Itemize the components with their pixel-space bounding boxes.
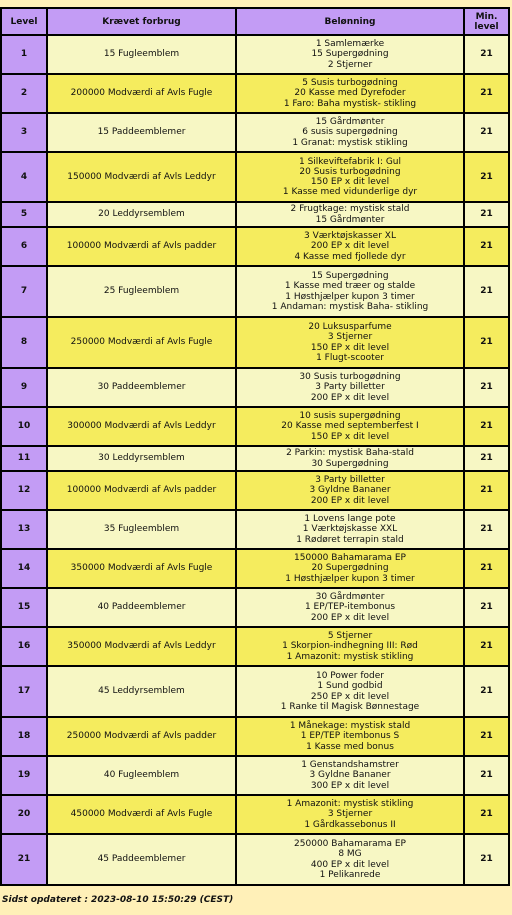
cost-cell: 20 Leddyrsemblem xyxy=(48,203,235,226)
cost-cell: 250000 Modværdi af Avls Fugle xyxy=(48,318,235,367)
table-row xyxy=(2,153,508,201)
level-cell: 9 xyxy=(2,369,46,406)
level-cell: 15 xyxy=(2,589,46,626)
reward-item: 20 Kasse med Dyrefoder xyxy=(294,88,406,99)
reward-item: 250 EP x dit level xyxy=(310,691,390,702)
level-cell: 12 xyxy=(2,472,46,509)
cost-cell: 15 Paddeemblemer xyxy=(48,114,235,151)
cost-cell: 150000 Modværdi af Avls Leddyr xyxy=(48,153,235,201)
reward-item: 1 Skorpion-indhegning III: Rød xyxy=(282,641,418,652)
reward-item: 15 Supergødning xyxy=(311,49,389,60)
cost-cell: 350000 Modværdi af Avls Leddyr xyxy=(48,628,235,665)
reward-item: 1 Kasse med bonus xyxy=(306,741,394,752)
header-reward: Belønning xyxy=(237,9,463,34)
table-row xyxy=(2,114,508,151)
min-level-cell: 21 xyxy=(465,511,508,548)
reward-cell xyxy=(237,757,463,794)
reward-item: 1 Amazonit: mystisk stikling xyxy=(286,651,414,662)
reward-item: 2 Frugtkage: mystisk stald xyxy=(290,204,410,215)
min-level-cell: 21 xyxy=(465,369,508,406)
reward-cell xyxy=(237,835,463,884)
cost-cell: 35 Fugleemblem xyxy=(48,511,235,548)
reward-item: 4 Kasse med fjollede dyr xyxy=(294,251,406,262)
reward-item: 150 EP x dit level xyxy=(310,177,390,187)
reward-item: 1 EP/TEP itembonus S xyxy=(300,731,400,742)
reward-item: 20 Kasse med septemberfest I xyxy=(281,421,419,432)
reward-item: 1 Sund godbid xyxy=(317,681,383,692)
level-cell: 1 xyxy=(2,36,46,73)
reward-item: 1 Flugt-scooter xyxy=(316,352,384,363)
reward-item: 150000 Bahamarama EP xyxy=(294,553,406,564)
reward-item: 3 Gyldne Bananer xyxy=(309,770,391,781)
reward-cell xyxy=(237,114,463,151)
table-row xyxy=(2,75,508,112)
reward-cell xyxy=(237,550,463,587)
level-cell: 8 xyxy=(2,318,46,367)
reward-cell xyxy=(237,318,463,367)
reward-item: 3 Party billetter xyxy=(315,382,385,393)
min-level-cell: 21 xyxy=(465,550,508,587)
reward-item: 250000 Bahamarama EP xyxy=(294,839,406,850)
reward-item: 1 Silkeviftefabrik I: Gul xyxy=(298,156,402,167)
table-row xyxy=(2,203,508,226)
table-row xyxy=(2,447,508,470)
reward-cell xyxy=(237,228,463,265)
table-row xyxy=(2,589,508,626)
reward-item: 5 Stjerner xyxy=(327,631,373,642)
cost-cell: 30 Paddeemblemer xyxy=(48,369,235,406)
level-cell: 21 xyxy=(2,835,46,884)
cost-cell: 200000 Modværdi af Avls Fugle xyxy=(48,75,235,112)
level-cell: 5 xyxy=(2,203,46,226)
reward-item: 3 Stjerner xyxy=(327,332,373,343)
last-updated: Sidst opdateret : 2023-08-10 15:50:29 (CEST) xyxy=(2,895,234,905)
reward-item: 20 Luksusparfume xyxy=(308,322,392,333)
min-level-cell: 21 xyxy=(465,203,508,226)
reward-item: 1 Pelikanrede xyxy=(319,869,381,880)
reward-cell xyxy=(237,267,463,316)
rewards-table xyxy=(0,7,510,886)
table-row xyxy=(2,757,508,794)
min-level-cell: 21 xyxy=(465,757,508,794)
level-cell: 2 xyxy=(2,75,46,112)
reward-item: 15 Gårdmønter xyxy=(315,214,385,225)
table-row xyxy=(2,318,508,367)
reward-cell xyxy=(237,589,463,626)
min-level-cell: 21 xyxy=(465,447,508,470)
reward-item: 1 Månekage: mystisk stald xyxy=(289,721,411,732)
reward-item: 5 Susis turbogødning xyxy=(302,78,398,89)
reward-item: 1 Genstandshamstrer xyxy=(301,760,399,771)
reward-item: 1 Ranke til Magisk Bønnestage xyxy=(280,701,420,712)
cost-cell: 100000 Modværdi af Avls padder xyxy=(48,228,235,265)
reward-cell xyxy=(237,628,463,665)
level-cell: 19 xyxy=(2,757,46,794)
reward-item: 20 Supergødning xyxy=(311,563,389,574)
min-level-cell: 21 xyxy=(465,36,508,73)
reward-cell xyxy=(237,153,463,201)
header-level: Level xyxy=(2,9,46,34)
reward-item: 3 Gyldne Bananer xyxy=(309,485,391,496)
min-level-cell: 21 xyxy=(465,228,508,265)
cost-cell: 40 Paddeemblemer xyxy=(48,589,235,626)
reward-item: 400 EP x dit level xyxy=(310,859,390,870)
cost-cell: 100000 Modværdi af Avls padder xyxy=(48,472,235,509)
reward-item: 1 Kasse med vidunderlige dyr xyxy=(282,187,418,198)
reward-item: 1 EP/TEP-itembonus xyxy=(304,602,396,613)
reward-item: 20 Susis turbogødning xyxy=(299,166,401,177)
reward-item: 300 EP x dit level xyxy=(310,780,390,791)
reward-item: 200 EP x dit level xyxy=(310,241,390,252)
reward-cell xyxy=(237,408,463,445)
min-level-cell: 21 xyxy=(465,153,508,201)
reward-item: 3 Værktøjskasser XL xyxy=(304,231,396,242)
min-level-cell: 21 xyxy=(465,408,508,445)
reward-item: 30 Gårdmønter xyxy=(315,592,385,603)
reward-item: 10 susis supergødning xyxy=(299,411,401,422)
level-cell: 14 xyxy=(2,550,46,587)
level-cell: 11 xyxy=(2,447,46,470)
cost-cell: 350000 Modværdi af Avls Fugle xyxy=(48,550,235,587)
reward-cell xyxy=(237,796,463,833)
reward-item: 6 susis supergødning xyxy=(302,127,398,138)
level-cell: 20 xyxy=(2,796,46,833)
reward-cell xyxy=(237,472,463,509)
header-row xyxy=(2,9,508,34)
reward-item: 1 Kasse med træer og stalde xyxy=(284,281,416,292)
reward-item: 1 Faro: Baha mystisk- stikling xyxy=(283,98,417,109)
table-row xyxy=(2,550,508,587)
reward-item: 1 Granat: mystisk stikling xyxy=(292,137,408,148)
reward-cell xyxy=(237,36,463,73)
header-cost: Krævet forbrug xyxy=(48,9,235,34)
min-level-cell: 21 xyxy=(465,267,508,316)
level-cell: 16 xyxy=(2,628,46,665)
cost-cell: 30 Leddyrsemblem xyxy=(48,447,235,470)
reward-cell xyxy=(237,511,463,548)
min-level-cell: 21 xyxy=(465,718,508,755)
reward-cell xyxy=(237,75,463,112)
reward-item: 15 Supergødning xyxy=(311,271,389,282)
reward-cell xyxy=(237,203,463,226)
rewards-body xyxy=(2,36,508,884)
reward-cell xyxy=(237,718,463,755)
min-level-cell: 21 xyxy=(465,318,508,367)
reward-item: 1 Værktøjskasse XXL xyxy=(302,524,398,535)
level-cell: 10 xyxy=(2,408,46,445)
reward-item: 1 Samlemærke xyxy=(315,39,385,50)
level-cell: 4 xyxy=(2,153,46,201)
table-row xyxy=(2,408,508,445)
reward-item: 1 Gårdkassebonus II xyxy=(304,819,396,830)
reward-item: 1 Rødøret terrapin stald xyxy=(296,534,404,545)
cost-cell: 45 Paddeemblemer xyxy=(48,835,235,884)
reward-item: 2 Stjerner xyxy=(327,59,373,70)
table-row xyxy=(2,835,508,884)
cost-cell: 45 Leddyrsemblem xyxy=(48,667,235,716)
reward-item: 200 EP x dit level xyxy=(310,612,390,623)
table-row xyxy=(2,228,508,265)
reward-item: 10 Power foder xyxy=(315,671,384,682)
reward-item: 1 Høsthjælper kupon 3 timer xyxy=(285,291,415,302)
min-level-cell: 21 xyxy=(465,589,508,626)
cost-cell: 450000 Modværdi af Avls Fugle xyxy=(48,796,235,833)
table-row xyxy=(2,267,508,316)
table-row xyxy=(2,796,508,833)
reward-item: 2 Parkin: mystisk Baha-stald xyxy=(286,448,414,459)
table-row xyxy=(2,369,508,406)
min-level-cell: 21 xyxy=(465,472,508,509)
min-level-cell: 21 xyxy=(465,835,508,884)
cost-cell: 40 Fugleemblem xyxy=(48,757,235,794)
reward-item: 3 Party billetter xyxy=(315,475,385,486)
reward-item: 3 Stjerner xyxy=(327,809,373,820)
table-row xyxy=(2,511,508,548)
reward-item: 8 MG xyxy=(338,849,362,860)
cost-cell: 15 Fugleemblem xyxy=(48,36,235,73)
reward-item: 15 Gårdmønter xyxy=(315,117,385,128)
cost-cell: 25 Fugleemblem xyxy=(48,267,235,316)
reward-item: 1 Lovens lange pote xyxy=(304,514,396,525)
table-row xyxy=(2,718,508,755)
level-cell: 3 xyxy=(2,114,46,151)
reward-item: 1 Høsthjælper kupon 3 timer xyxy=(285,573,415,584)
reward-item: 1 Andaman: mystisk Baha- stikling xyxy=(271,301,429,312)
level-cell: 13 xyxy=(2,511,46,548)
reward-item: 30 Susis turbogødning xyxy=(299,372,401,383)
level-cell: 17 xyxy=(2,667,46,716)
reward-item: 30 Supergødning xyxy=(311,458,389,469)
cost-cell: 250000 Modværdi af Avls padder xyxy=(48,718,235,755)
min-level-cell: 21 xyxy=(465,114,508,151)
reward-item: 150 EP x dit level xyxy=(310,342,390,353)
min-level-cell: 21 xyxy=(465,75,508,112)
reward-cell xyxy=(237,667,463,716)
reward-item: 150 EP x dit level xyxy=(310,431,390,442)
level-cell: 6 xyxy=(2,228,46,265)
reward-cell xyxy=(237,369,463,406)
level-cell: 7 xyxy=(2,267,46,316)
min-level-cell: 21 xyxy=(465,796,508,833)
table-row xyxy=(2,472,508,509)
reward-item: 200 EP x dit level xyxy=(310,495,390,506)
reward-cell xyxy=(237,447,463,470)
level-cell: 18 xyxy=(2,718,46,755)
table-row xyxy=(2,36,508,73)
min-level-cell: 21 xyxy=(465,667,508,716)
table-row xyxy=(2,667,508,716)
cost-cell: 300000 Modværdi af Avls Leddyr xyxy=(48,408,235,445)
header-min-level: Min. level xyxy=(465,9,508,34)
reward-item: 1 Amazonit: mystisk stikling xyxy=(286,799,414,810)
reward-item: 200 EP x dit level xyxy=(310,392,390,403)
table-row xyxy=(2,628,508,665)
min-level-cell: 21 xyxy=(465,628,508,665)
